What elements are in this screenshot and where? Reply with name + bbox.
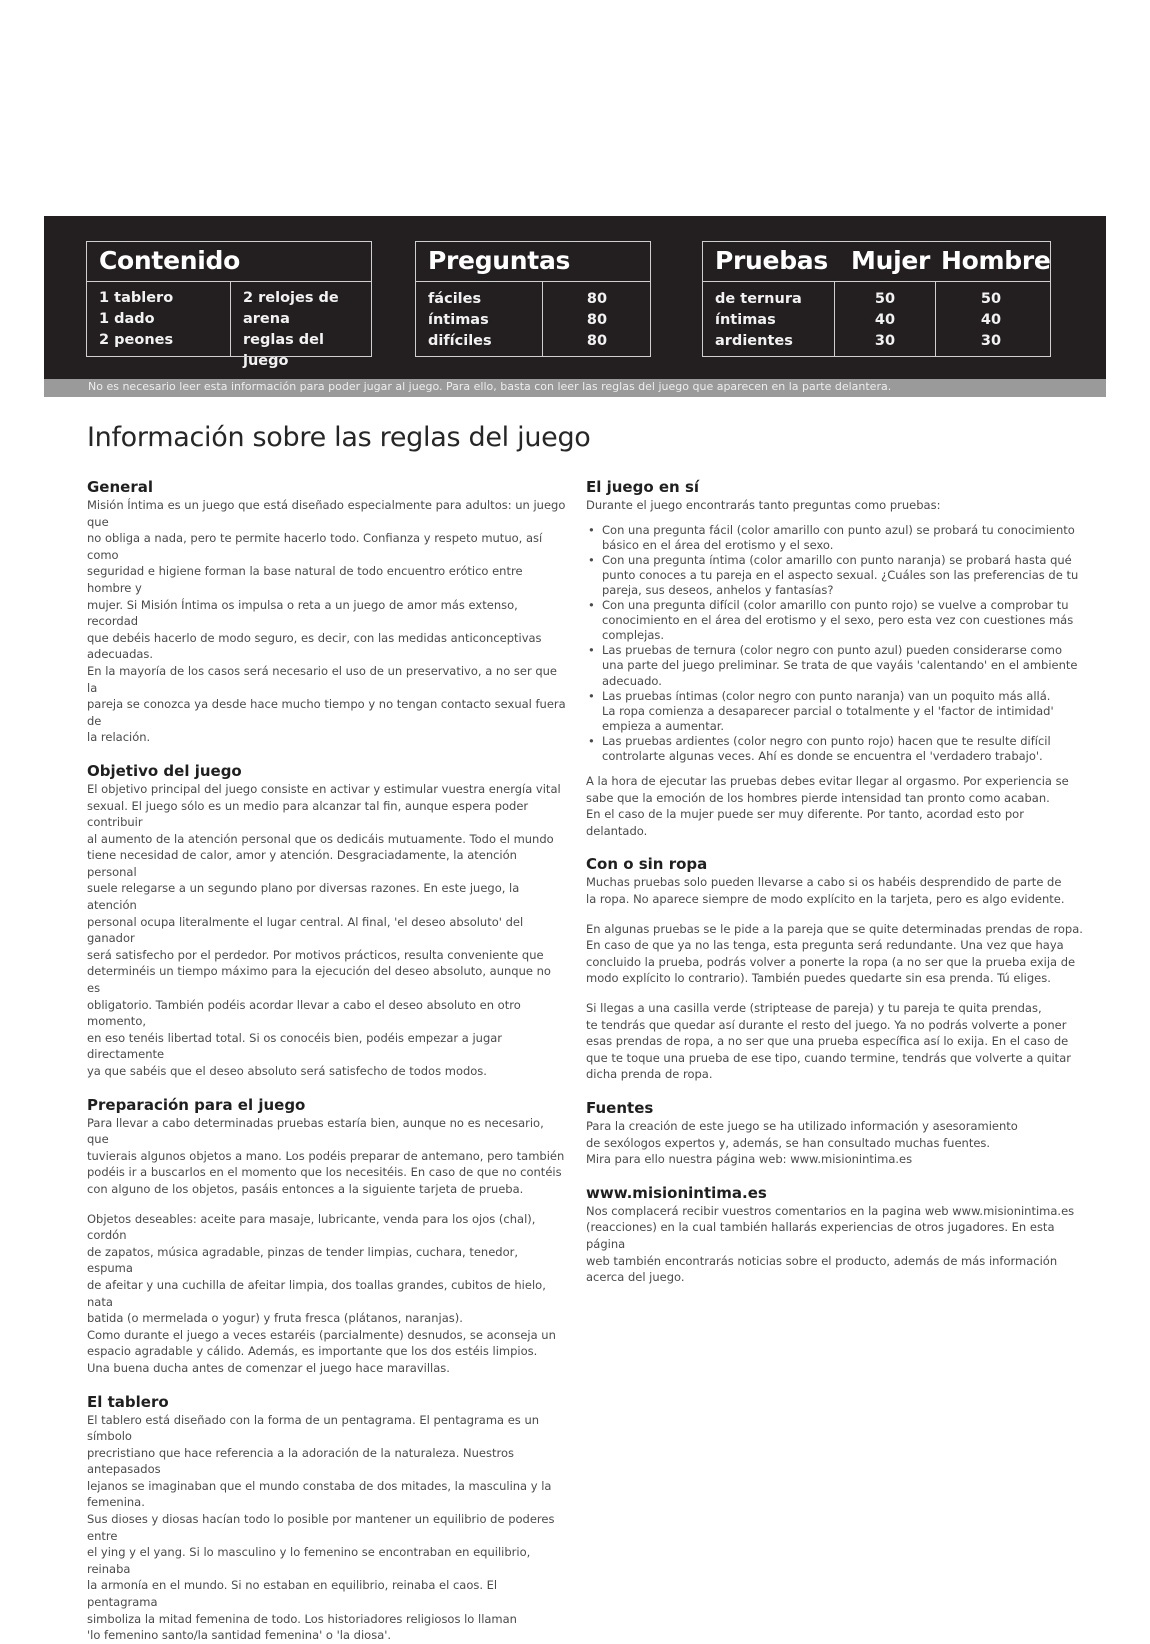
juego-intro: Durante el juego encontrarás tanto preguntas como pruebas: bbox=[586, 498, 941, 512]
section-title-objetivo: Objetivo del juego bbox=[87, 761, 242, 780]
list-item: • Las pruebas de ternura (color negro con punto azul) pueden considerarse como una parte del juego preliminar. Se trata de que vayáis 'calentando' en el ambiente adecuado. bbox=[588, 643, 1078, 688]
contenido-item: 1 dado bbox=[99, 311, 155, 327]
list-item: • Las pruebas íntimas (color negro con punto naranja) van un poquito más allá. La ropa comienza a desaparecer parcial o totalmente y el 'factor de intimidad' empieza a aumentar. bbox=[588, 688, 1054, 733]
preguntas-value: 80 bbox=[586, 291, 608, 307]
pruebas-box bbox=[702, 241, 1051, 357]
preparacion-text: Para llevar a cabo determinadas pruebas estaría bien, aunque no es necesario, que tuvierais algunos objetos a mano. Los podéis preparar de antemano, pero también podéis ir a buscarlos en el momento que los necesitéis. En caso de que no contéis con alguno de los objetos, pasáis entonces a la siguiente tarjeta de prueba. bbox=[87, 1115, 565, 1196]
fuentes-text: Para la creación de este juego se ha utilizado información y asesoramiento de sexólogos expertos y, además, se han consultado muchas fuentes. Mira para ello nuestra página web: www.misionintima.es bbox=[586, 1119, 1018, 1167]
pruebas-hombre-value: 50 bbox=[980, 291, 1002, 307]
pruebas-mujer-value: 30 bbox=[874, 333, 896, 349]
list-item: • Con una pregunta íntima (color amarillo con punto naranja) se probará hasta qué punto conoces a tu pareja en el aspecto sexual. ¿Cuáles son las preferencias de tu pareja, sus deseos, anhelos y fantasías? bbox=[588, 552, 1079, 597]
ropa-text-1: Muchas pruebas solo pueden llevarse a cabo si os habéis desprendido de parte de la ropa. No aparece siempre de modo explícito en la tarjeta, pero es algo evidente. bbox=[586, 875, 1065, 907]
notice-bar bbox=[44, 379, 1106, 397]
notice-text: No es necesario leer esta información para poder jugar al juego. Para ello, basta con leer las reglas del juego que aparecen en la parte delantera. bbox=[88, 380, 892, 393]
section-title-web: www.misionintima.es bbox=[586, 1183, 767, 1202]
section-title-tablero: El tablero bbox=[87, 1392, 169, 1411]
contenido-item: 2 peones bbox=[99, 332, 174, 348]
contenido-box bbox=[86, 241, 372, 369]
objetos-text: Objetos deseables: aceite para masaje, lubricante, venda para los ojos (chal), cordón de zapatos, música agradable, pinzas de tender limpias, cuchara, tenedor, espuma de afeitar y una cuchilla de afeitar limpia, dos toallas grandes, cubitos de hielo, nata batida (o mermelada o yogur) y fruta fresca (plátanos, naranjas). Como durante el juego a veces estaréis (parcialmente) desnudos, se aconseja un espacio agradable y cálido. Además, es importante que los dos estéis limpios. Una buena ducha antes de comenzar el juego hace maravillas. bbox=[87, 1211, 556, 1375]
summary-band bbox=[44, 216, 1106, 379]
section-title-general: General bbox=[87, 478, 153, 496]
list-item: • Las pruebas ardientes (color negro con punto rojo) hacen que te resulte difícil controlarte algunas veces. Ahí es donde se encuentra el 'verdadero trabajo'. bbox=[588, 733, 1051, 763]
pruebas-hombre-value: 30 bbox=[980, 333, 1002, 349]
pruebas-col-mujer: Mujer bbox=[851, 246, 931, 275]
section-title-preparacion: Preparación para el juego bbox=[87, 1095, 306, 1114]
preguntas-label: difíciles bbox=[428, 333, 492, 349]
pruebas-hombre-value: 40 bbox=[980, 312, 1002, 328]
preguntas-value: 80 bbox=[586, 333, 608, 349]
list-item: • Con una pregunta difícil (color amarillo con punto rojo) se vuelve a comprobar tu conocimiento en el área del erotismo y el sexo, pero esta vez con cuestiones más complejas. bbox=[588, 598, 1074, 643]
preguntas-title: Preguntas bbox=[428, 246, 571, 275]
objetivo-text: El objetivo principal del juego consiste en activar y estimular vuestra energía vital sexual. El juego sólo es un medio para alcanzar tal fin, aunque espera poder contribuir al aumento de la atención personal que os dedicáis mutuamente. Todo el mundo tiene necesidad de calor, amor y atención. Desgraciadamente, la atención personal suele relegarse a un segundo plano por diversas razones. En este juego, la atención personal ocupa literalmente el lugar central. Al final, 'el deseo absoluto' del ganador será satisfecho por el perdedor. Por motivos prácticos, resulta conveniente que determinéis un tiempo máximo para la ejecución del deseo absoluto, aunque no es obligatorio. También podéis acordar llevar a cabo el deseo absoluto en otro momento, en eso tenéis libertad total. Si os conocéis bien, podéis empezar a jugar directamente ya que sabéis que el deseo absoluto será satisfecho de todos modos. bbox=[87, 781, 561, 1078]
web-text: Nos complacerá recibir vuestros comentarios en la pagina web www.misionintima.es (reacciones) en la cual también hallarás experiencias de otros jugadores. En esta página web también encontrarás noticias sobre el producto, además de más información acerca del juego. bbox=[586, 1203, 1075, 1285]
pruebas-mujer-value: 40 bbox=[874, 312, 896, 328]
contenido-item: 1 tablero bbox=[99, 290, 174, 306]
section-title-juego: El juego en sí bbox=[586, 478, 700, 496]
pruebas-header bbox=[703, 242, 1050, 282]
pruebas-label: íntimas bbox=[715, 312, 776, 328]
contenido-item: reglas del juego bbox=[243, 332, 324, 369]
contenido-header bbox=[87, 242, 371, 282]
ropa-text-2: En algunas pruebas se le pide a la pareja que se quite determinadas prendas de ropa. En caso de que ya no las tenga, esta pregunta será redundante. Una vez que haya concluido la prueba, podrás volver a ponerte la ropa (a no ser que la prueba exija de modo explícito lo contrario). También puedes quedarte sin esa prenda. Tú eliges. bbox=[586, 921, 1083, 986]
left-column bbox=[87, 478, 567, 1644]
preguntas-value: 80 bbox=[586, 312, 608, 328]
page-title: Información sobre las reglas del juego bbox=[87, 422, 591, 453]
contenido-item: 2 relojes de arena bbox=[243, 290, 339, 327]
preguntas-box bbox=[415, 241, 651, 357]
pruebas-label: de ternura bbox=[715, 291, 802, 307]
pruebas-label: ardientes bbox=[715, 333, 793, 349]
ropa-text-3: Si llegas a una casilla verde (striptease de pareja) y tu pareja te quita prendas, te tendrás que quedar así durante el resto del juego. Ya no podrás volverte a poner esas prendas de ropa, a no ser que una prueba específica así lo exija. En el caso de que te toque una prueba de ese tipo, cuando termine, tendrás que volverte a quitar dicha prenda de ropa. bbox=[586, 1001, 1071, 1082]
pruebas-col-hombre: Hombre bbox=[941, 246, 1051, 275]
preguntas-label: fáciles bbox=[428, 291, 482, 307]
preguntas-header bbox=[416, 242, 650, 282]
section-title-ropa: Con o sin ropa bbox=[586, 855, 708, 874]
pruebas-mujer-value: 50 bbox=[874, 291, 896, 307]
section-title-fuentes: Fuentes bbox=[586, 1099, 654, 1117]
contenido-title: Contenido bbox=[99, 246, 240, 275]
pruebas-title: Pruebas bbox=[715, 246, 828, 275]
general-text: Misión Íntima es un juego que está diseñado especialmente para adultos: un juego que no obliga a nada, pero te permite hacerlo todo. Confianza y respeto mutuo, así como seguridad e higiene forman la base natural de todo encuentro erótico entre hombre y mujer. Si Misión Íntima os impulsa o reta a un juego de amor más extenso, recordad que debéis hacerlo de modo seguro, es decir, con las medidas anticonceptivas adecuadas. En la mayoría de los casos será necesario el uso de un preservativo, a no ser que la pareja se conozca ya desde hace mucho tiempo y no tengan contacto sexual fuera de la relación. bbox=[87, 498, 566, 745]
juego-outro: A la hora de ejecutar las pruebas debes evitar llegar al orgasmo. Por experiencia se sabe que la emoción de los hombres pierde intensidad tan pronto como acaban. En el caso de la mujer puede ser muy diferente. Por tanto, acordad esto por delantado. bbox=[586, 774, 1069, 838]
juego-list bbox=[586, 523, 1086, 765]
tablero-text: El tablero está diseñado con la forma de un pentagrama. El pentagrama es un símbolo precristiano que hace referencia a la adoración de la naturaleza. Nuestros antepasados lejanos se imaginaban que el mundo constaba de dos mitades, la masculina y la femenina. Sus dioses y diosas hacían todo lo posible por mantener un equilibrio de poderes entre el ying y el yang. Si lo masculino y lo femenino se encontraban en equilibrio, reinaba la armonía en el mundo. Si no estaban en equilibrio, reinaba el caos. El pentagrama simboliza la mitad femenina de todo. Los historiadores religiosos lo llaman 'lo femenino santo/la santidad femenina' o 'la diosa'. bbox=[87, 1412, 555, 1643]
right-column bbox=[586, 478, 1086, 1286]
list-item: • Con una pregunta fácil (color amarillo con punto azul) se probará tu conocimiento básico en el área del erotismo y el sexo. bbox=[588, 522, 1075, 552]
preguntas-label: íntimas bbox=[428, 312, 489, 328]
